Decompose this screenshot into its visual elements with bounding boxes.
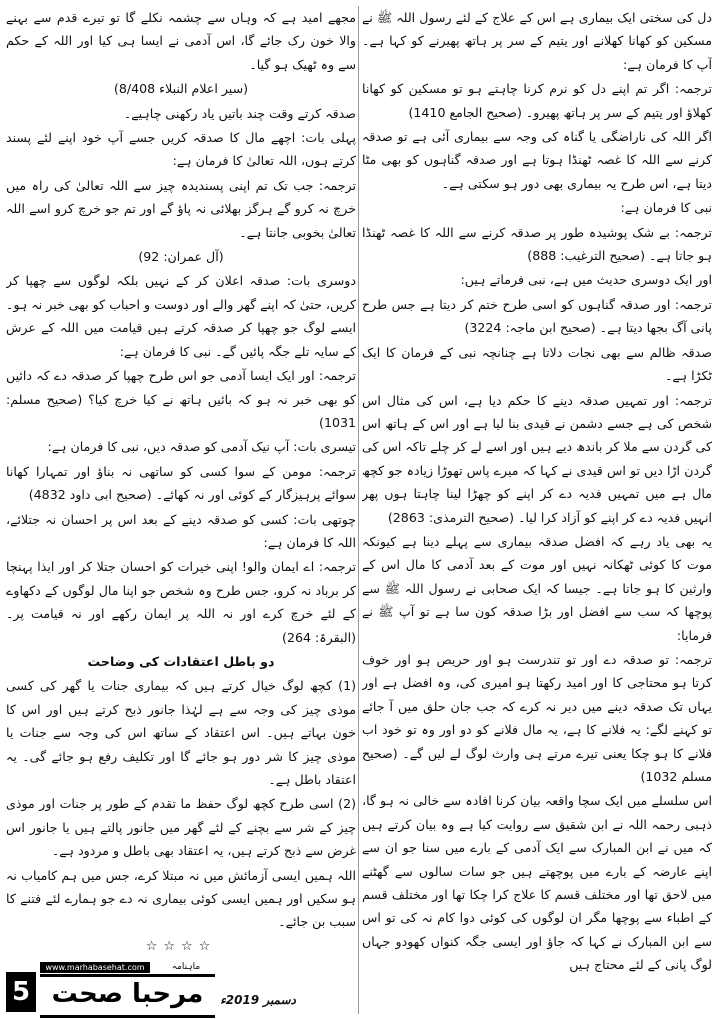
- footer-banner: [6, 960, 356, 1014]
- paragraph: ترجمہ: اور صدقہ گناہوں کو اسی طرح ختم کر دیتا ہے جس طرح پانی آگ بجھا دیتا ہے۔ (صحیح ابن ماجہ: 3224): [362, 296, 712, 336]
- reference: (سیر اعلام النبلاء 8/408): [113, 81, 249, 97]
- page-number: 5: [6, 972, 36, 1012]
- paragraph: اور ایک دوسری حدیث میں ہے، نبی فرماتے ہیں:: [460, 272, 712, 288]
- paragraph: مجھے امید ہے کہ وہاں سے چشمہ نکلے گا تو تیرے قدم سے بہنے والا خون رک جائے گا، اس آدمی نے ایسا ہی کیا اور اللہ کے حکم سے وہ ٹھیک ہو گیا۔: [6, 10, 356, 72]
- paragraph: اگر اللہ کی ناراضگی یا گناہ کی وجہ سے بیماری آئی ہے تو صدقہ کرنے سے اللہ کا غصہ ٹھنڈا ہوتا ہے اور صدقہ گناہوں کو بھی مٹا دیتا ہے، اس طرح یہ بیماری بھی دور ہو سکتی ہے۔: [362, 129, 712, 191]
- paragraph: دل کی سختی ایک بیماری ہے اس کے علاج کے لئے رسول اللہ ﷺ نے مسکین کو کھانا کھلانے اور یتیم کے سر پر ہاتھ پھیرنے کو کہا ہے۔ آپ کا فرمان ہے:: [362, 10, 712, 72]
- monthly-label: ماہنامہ: [171, 962, 201, 972]
- section-heading: دو باطل اعتقادات کی وضاحت: [87, 653, 275, 669]
- paragraph: یہ بھی یاد رہے کہ افضل صدقہ بیماری سے پہلے دینا ہے کیونکہ موت کا کوئی ٹھکانہ نہیں اور موت کے بعد آدمی کا مال اس کے وارثین کا ہو جاتا ہے۔ جیسا کہ ایک صحابی نے رسول اللہ ﷺ سے پوچھا کہ سب سے افضل اور بڑا صدقہ کون سا ہے تو آپ ﷺ نے فرمایا:: [362, 533, 712, 643]
- paragraph: ترجمہ: اے ایمان والو! اپنی خیرات کو احسان جتلا کر اور ایذا پہنچا کر برباد نہ کرو، جس طرح وہ شخص جو اپنا مال لوگوں کے دکھاوے کے لئے خرچ کرے اور نہ اللہ پر ایمان رکھے اور نہ قیامت پر۔ (البقرۃ: 264): [6, 559, 356, 645]
- paragraph: ترجمہ: تو صدقہ دے اور تو تندرست ہو اور حریص ہو اور خوف کرتا ہو محتاجی کا اور امید رکھتا ہو امیری کی، وہ افضل ہے اور یہاں تک صدقہ دینے میں دیر نہ کرے کہ جب جان حلق میں آ جائے تو کہنے لگے: یہ فلانے کا ہے، یہ مال فلانے کو دو اور وہ تو خود اب فلانے کا ہو چکا یعنی تیرے مرتے ہی وارث لوگ لے لیں گے۔ (صحیح مسلم 1032): [362, 651, 712, 784]
- paragraph: ترجمہ: اگر تم اپنے دل کو نرم کرنا چاہتے ہو تو مسکین کو کھانا کھلاؤ اور یتیم کے سر پر ہاتھ پھیرو۔ (صحیح الجامع 1410): [362, 81, 712, 120]
- paragraph: ترجمہ: مومن کے سوا کسی کو ساتھی نہ بناؤ اور تمہارا کھانا سوائے پرہیزگار کے کوئی اور نہ کھائے۔ (صحیح ابی داود 4832): [6, 463, 356, 503]
- paragraph: صدقہ ظالم سے بھی نجات دلاتا ہے چنانچہ نبی کے فرمان کا ایک ٹکڑا ہے۔: [362, 344, 712, 384]
- paragraph: (1) کچھ لوگ خیال کرتے ہیں کہ بیماری جنات یا گھر کی کسی موذی چیز کی وجہ سے ہے لہٰذا جانور ذبح کرتے ہیں اور اس کا خون بہاتے ہیں۔ اس اعتقاد کے ساتھ اس کی وجہ سے جنات یا موذی چیز کا شر دور ہو جائے گا اور تکلیف رفع ہو جائے گی۔ یہ اعتقاد باطل ہے۔: [6, 678, 356, 787]
- paragraph: پہلی بات: اچھے مال کا صدقہ کریں جسے آپ خود اپنے لئے پسند کرتے ہوں، اللہ تعالیٰ کا فرمان ہے:: [6, 130, 356, 169]
- magazine-logo: مرحبا صحت: [40, 974, 215, 1018]
- paragraph: اس سلسلے میں ایک سچا واقعہ بیان کرنا افادہ سے خالی نہ ہو گا، ذہبی رحمہ اللہ نے ابن شقیق سے روایت کیا ہے وہ بیان کرتے ہیں کہ میں نے ابن المبارک سے ایک آدمی کے بارے میں سنا جو ان سے اپنے عارضہ کے بارے میں پوچھتے ہیں جو سات سالوں سے گھٹنے میں لاحق تھا اور مختلف قسم کا علاج کرا چکا تھا اور مختلف قسم کے اطباء سے پوچھا مگر ان لوگوں کی کوئی دوا کام نہ کی تو اس سے ابن المبارک نے کہا کہ جاؤ اور ایسی جگہ کنواں کھودو جہاں لوگ پانی کے لئے محتاج ہیں: [362, 793, 712, 973]
- paragraph: (2) اسی طرح کچھ لوگ حفظ ما تقدم کے طور پر جنات اور موذی چیز کے شر سے بچنے کے لئے گھر میں جانور پالتے ہیں یا جانور اس غرض سے ذبح کرتے ہیں، یہ اعتقاد بھی باطل و مردود ہے۔: [6, 796, 356, 859]
- paragraph: تیسری بات: آپ نیک آدمی کو صدقہ دیں، نبی کا فرمان ہے:: [47, 439, 356, 455]
- reference: (آل عمران: 92): [138, 249, 224, 265]
- paragraph: نبی کا فرمان ہے:: [620, 200, 712, 216]
- paragraph: ترجمہ: جب تک تم اپنی پسندیدہ چیز سے اللہ تعالیٰ کی راہ میں خرچ نہ کرو گے ہرگز بھلائی نہ پاؤ گے اور تم جو خرچ کرو اسے اللہ تعالیٰ بخوبی جانتا ہے۔: [6, 177, 356, 240]
- right-column: [362, 6, 712, 1016]
- paragraph: اللہ ہمیں ایسی آزمائش میں نہ مبتلا کرے، جس میں ہم کامیاب نہ ہو سکیں اور ہمیں ایسی کوئی بیماری نہ دے جو ہمارے لئے فتنے کا سبب بن جائے۔: [6, 867, 356, 930]
- paragraph: ترجمہ: بے شک پوشیدہ طور پر صدقہ کرنے سے اللہ کا غصہ ٹھنڈا ہو جاتا ہے۔ (صحیح الترغیب: 888): [362, 224, 712, 264]
- paragraph: صدقہ کرتے وقت چند باتیں یاد رکھنی چاہیے۔: [123, 105, 356, 121]
- stars-ornament: ☆☆☆☆: [145, 938, 217, 954]
- paragraph: دوسری بات: صدقہ اعلان کر کے نہیں بلکہ لوگوں سے چھپا کر کریں، حتیٰ کہ اپنے گھر والے اور دوست و احباب کو بھی خبر نہ ہو۔ ایسے لوگ جو چھپا کر صدقہ کرتے ہیں قیامت میں اللہ کے عرش کے سایہ تلے جگہ پائیں گے۔ نبی کا فرمان ہے:: [6, 273, 356, 359]
- paragraph: چوتھی بات: کسی کو صدقہ دینے کے بعد اس پر احسان نہ جتلائے، اللہ کا فرمان ہے:: [6, 511, 356, 550]
- left-column: [6, 6, 356, 954]
- paragraph: ترجمہ: اور تمہیں صدقہ دینے کا حکم دیا ہے، اس کی مثال اس شخص کی ہے جسے دشمن نے قیدی بنا لیا ہے اور اس کے ہاتھ اس کی گردن سے ملا کر باندھ دیے ہیں اور اسے لے کر چلے تاکہ اس کی گردن اڑا دیں تو اس قیدی نے کہا کہ میرے پاس تھوڑا زیادہ جو کچھ مال ہے میں تمہیں فدیہ دے کر اپنے کو چھڑا لینا چاہتا ہوں پھر انہیں فدیہ دے کر اپنے کو آزاد کرا لیا۔ (صحیح الترمذی: 2863): [362, 392, 712, 525]
- column-divider: [358, 6, 359, 1014]
- paragraph: ترجمہ: اور ایک ایسا آدمی جو اس طرح چھپا کر صدقہ دے کہ دائیں کو بھی خبر نہ ہو کہ بائیں ہاتھ نے کیا خرچ کیا؟ (صحیح مسلم: 1031): [6, 368, 356, 430]
- website-url: www.marhabasehat.com: [40, 962, 150, 973]
- issue-date: دسمبر 2019ء: [220, 993, 296, 1007]
